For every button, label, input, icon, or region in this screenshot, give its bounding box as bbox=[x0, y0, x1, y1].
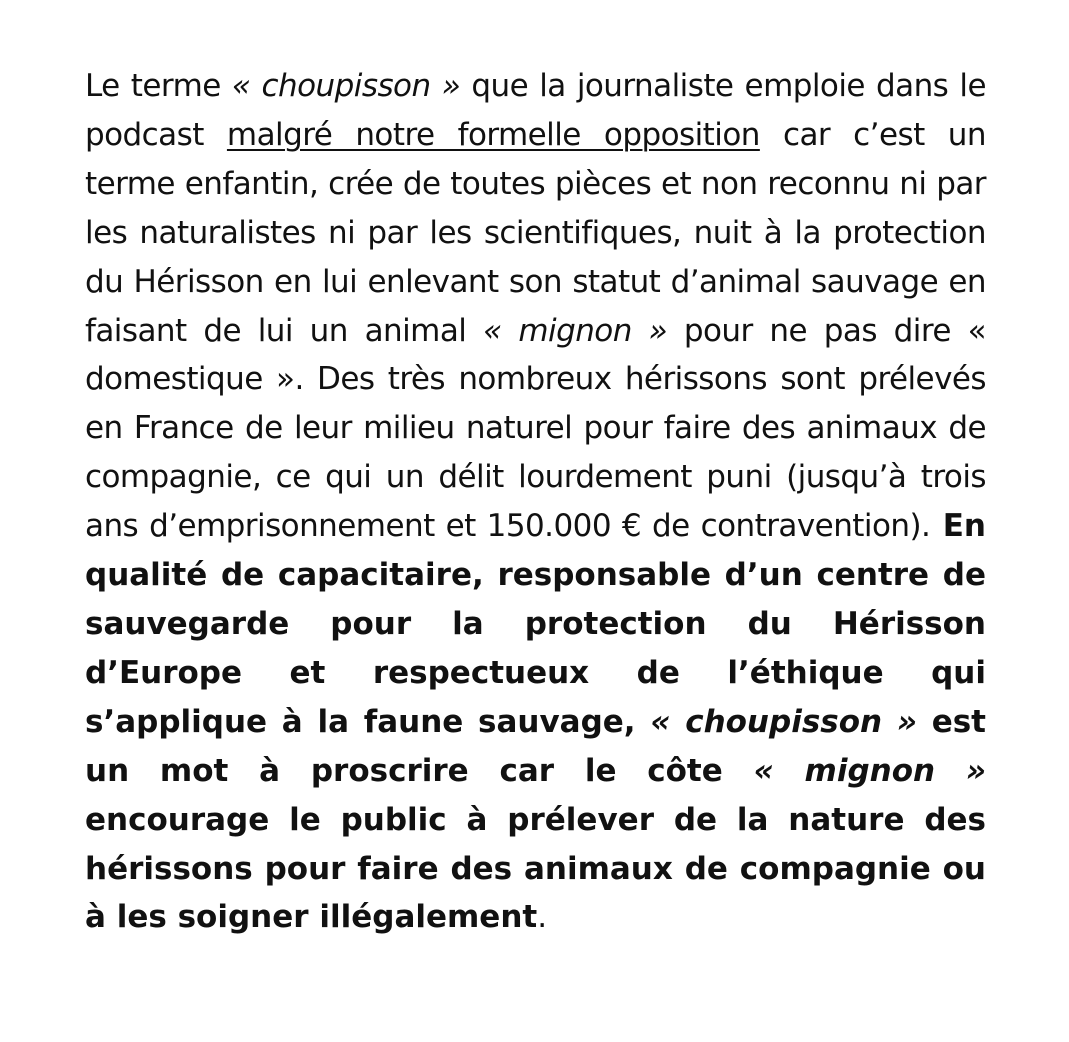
text-run: pour ne pas dire « domestique ». bbox=[85, 312, 986, 398]
quoted-term-mignon: « mignon » bbox=[483, 312, 668, 349]
underlined-phrase: malgré notre formelle opposition bbox=[226, 116, 760, 153]
quoted-term-choupisson: « choupisson » bbox=[231, 68, 461, 104]
text-run: car c’est un terme enfantin, crée de toutes pièces et non reconnu ni par les naturalistes ni par les scientifiques, nuit à la protection du Hérisson en lui enlevant son statut d’animal sauvage en faisant de lui un animal bbox=[85, 116, 986, 349]
final-period: . bbox=[537, 899, 547, 936]
document-body bbox=[85, 62, 986, 942]
text-run: Le terme bbox=[85, 68, 232, 104]
paragraph bbox=[85, 62, 986, 942]
bold-passage bbox=[85, 508, 986, 935]
bold-text-run: est un mot à proscrire car le côte bbox=[85, 703, 986, 789]
bold-quoted-term-mignon: « mignon » bbox=[753, 752, 987, 789]
bold-text-run: encourage le public à prélever de la nature des hérissons pour faire des animaux de compagnie ou à les soigner illégalement bbox=[85, 801, 986, 936]
text-run: Des très nombreux hérissons sont prélevés en France de leur milieu naturel pour faire des animaux de compagnie, ce qui un délit lourdement puni (jusqu’à trois ans d’emprisonnement et 150.000 € de contravention). bbox=[85, 361, 986, 545]
bold-quoted-term-choupisson: « choupisson » bbox=[650, 703, 917, 740]
text-run: que la journaliste emploie dans le podcast bbox=[85, 68, 986, 153]
bold-text-run: En qualité de capacitaire, responsable d’un centre de sauvegarde pour la protection du Hérisson d’Europe et respectueux de l’éthique qui s’applique à la faune sauvage, bbox=[85, 508, 986, 740]
